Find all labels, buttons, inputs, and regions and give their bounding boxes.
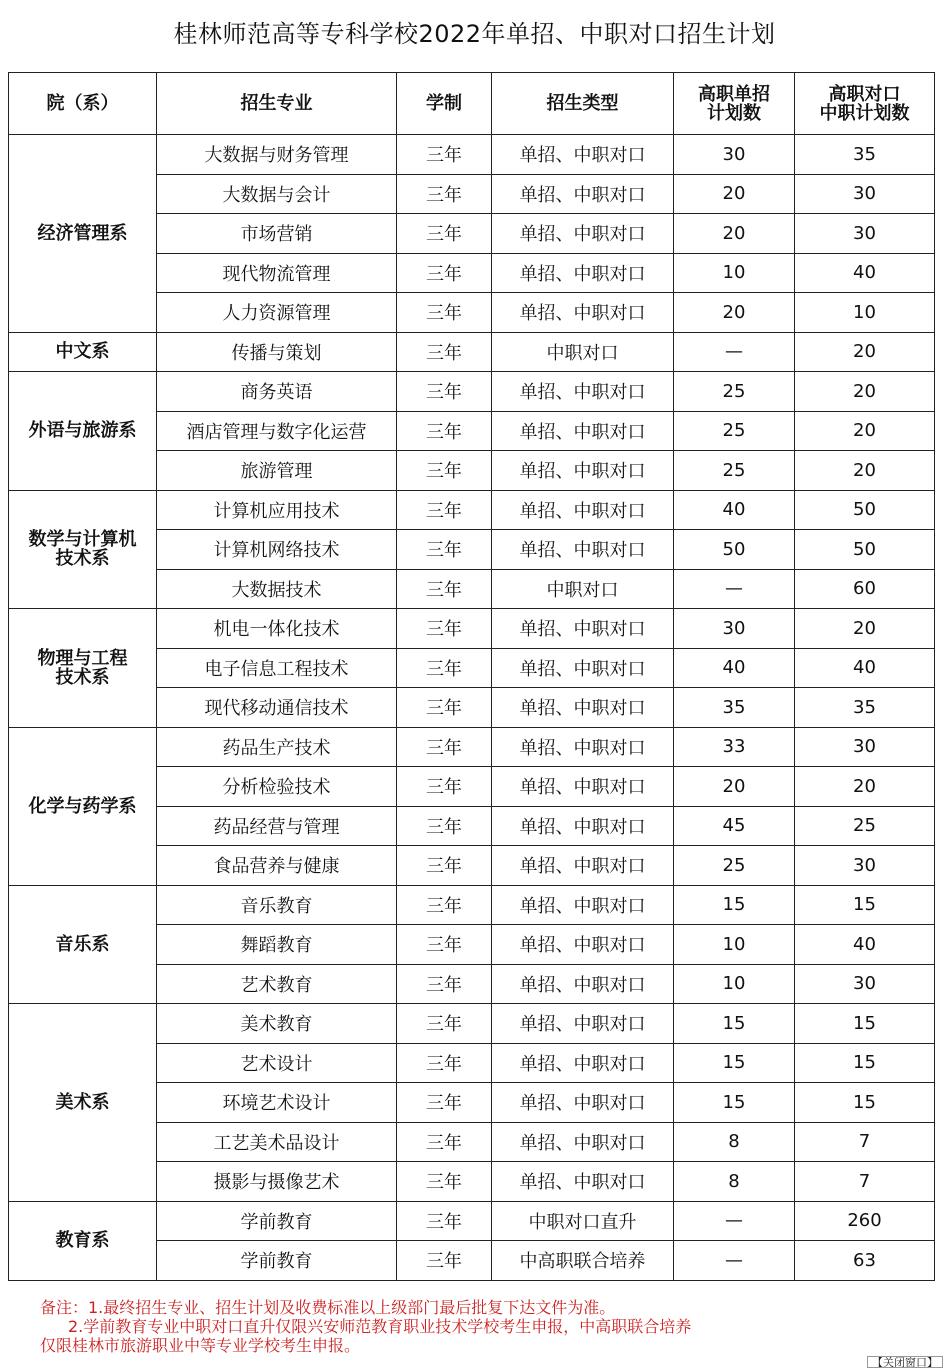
enroll-type-cell: 单招、中职对口 (492, 530, 674, 570)
single-plan-cell: 15 (674, 1043, 795, 1083)
dual-plan-cell: 20 (795, 332, 935, 372)
duration-cell: 三年 (397, 767, 492, 807)
duration-cell: 三年 (397, 214, 492, 254)
header-dual-plan-line1: 高职对口 (828, 83, 901, 105)
dual-plan-cell: 35 (795, 688, 935, 728)
major-cell: 旅游管理 (157, 451, 397, 491)
enroll-type-cell: 单招、中职对口 (492, 490, 674, 530)
major-cell: 艺术教育 (157, 964, 397, 1004)
dual-plan-cell: 7 (795, 1122, 935, 1162)
enroll-type-cell: 单招、中职对口 (492, 1122, 674, 1162)
enroll-type-cell: 单招、中职对口 (492, 648, 674, 688)
dual-plan-cell: 63 (795, 1241, 935, 1281)
single-plan-cell: 20 (674, 174, 795, 214)
single-plan-cell: 10 (674, 253, 795, 293)
single-plan-cell: 40 (674, 648, 795, 688)
duration-cell: 三年 (397, 490, 492, 530)
major-cell: 人力资源管理 (157, 293, 397, 333)
enroll-type-cell: 单招、中职对口 (492, 1162, 674, 1202)
duration-cell: 三年 (397, 411, 492, 451)
table-row (9, 1201, 935, 1241)
major-cell: 工艺美术品设计 (157, 1122, 397, 1162)
dual-plan-cell: 15 (795, 1004, 935, 1044)
department-cell: 音乐系 (9, 885, 157, 1004)
duration-cell: 三年 (397, 372, 492, 412)
department-cell (9, 609, 157, 728)
dual-plan-cell: 30 (795, 964, 935, 1004)
enroll-type-cell: 单招、中职对口 (492, 846, 674, 886)
major-cell: 药品生产技术 (157, 727, 397, 767)
major-cell: 分析检验技术 (157, 767, 397, 807)
dual-plan-cell: 25 (795, 806, 935, 846)
duration-cell: 三年 (397, 806, 492, 846)
dual-plan-cell: 30 (795, 174, 935, 214)
duration-cell: 三年 (397, 174, 492, 214)
major-cell: 大数据技术 (157, 569, 397, 609)
major-cell: 学前教育 (157, 1241, 397, 1281)
single-plan-cell: 45 (674, 806, 795, 846)
single-plan-cell: 25 (674, 411, 795, 451)
dual-plan-cell: 30 (795, 846, 935, 886)
remark-line-1: 备注：1.最终招生专业、招生计划及收费标准以上级部门最后批复下达文件为准。 (40, 1298, 616, 1317)
remarks (40, 1298, 920, 1355)
major-cell: 环境艺术设计 (157, 1083, 397, 1123)
major-cell: 艺术设计 (157, 1043, 397, 1083)
department-name-line: 物理与工程 (37, 647, 128, 669)
enroll-type-cell: 单招、中职对口 (492, 806, 674, 846)
duration-cell: 三年 (397, 135, 492, 175)
dual-plan-cell: 40 (795, 925, 935, 965)
dual-plan-cell: 20 (795, 609, 935, 649)
single-plan-cell: 35 (674, 688, 795, 728)
enroll-type-cell: 中职对口直升 (492, 1201, 674, 1241)
department-cell (9, 490, 157, 609)
enroll-type-cell: 单招、中职对口 (492, 885, 674, 925)
enrollment-plan-table (8, 72, 935, 1281)
enroll-type-cell: 单招、中职对口 (492, 925, 674, 965)
department-cell: 外语与旅游系 (9, 372, 157, 491)
major-cell: 酒店管理与数字化运营 (157, 411, 397, 451)
duration-cell: 三年 (397, 846, 492, 886)
department-cell: 化学与药学系 (9, 727, 157, 885)
dual-plan-cell: 30 (795, 727, 935, 767)
single-plan-cell: 25 (674, 451, 795, 491)
table-body (9, 135, 935, 1281)
enroll-type-cell: 单招、中职对口 (492, 253, 674, 293)
table-row (9, 1004, 935, 1044)
single-plan-cell: 30 (674, 609, 795, 649)
duration-cell: 三年 (397, 293, 492, 333)
dual-plan-cell: 20 (795, 451, 935, 491)
single-plan-cell: 20 (674, 767, 795, 807)
single-plan-cell: 10 (674, 964, 795, 1004)
duration-cell: 三年 (397, 925, 492, 965)
single-plan-cell: — (674, 332, 795, 372)
duration-cell: 三年 (397, 1241, 492, 1281)
enroll-type-cell: 单招、中职对口 (492, 411, 674, 451)
duration-cell: 三年 (397, 727, 492, 767)
duration-cell: 三年 (397, 964, 492, 1004)
header-department: 院（系） (9, 73, 157, 135)
table-row (9, 135, 935, 175)
dual-plan-cell: 40 (795, 648, 935, 688)
table-row (9, 885, 935, 925)
duration-cell: 三年 (397, 688, 492, 728)
enroll-type-cell: 单招、中职对口 (492, 609, 674, 649)
enroll-type-cell: 中高职联合培养 (492, 1241, 674, 1281)
table-row (9, 372, 935, 412)
header-enroll-type: 招生类型 (492, 73, 674, 135)
duration-cell: 三年 (397, 332, 492, 372)
enroll-type-cell: 单招、中职对口 (492, 214, 674, 254)
major-cell: 摄影与摄像艺术 (157, 1162, 397, 1202)
single-plan-cell: 10 (674, 925, 795, 965)
duration-cell: 三年 (397, 1004, 492, 1044)
dual-plan-cell: 40 (795, 253, 935, 293)
header-single-plan (674, 73, 795, 135)
single-plan-cell: 30 (674, 135, 795, 175)
remark-line-3: 仅限桂林市旅游职业中等专业学校考生申报。 (40, 1336, 361, 1355)
department-name-line: 技术系 (55, 548, 110, 570)
duration-cell: 三年 (397, 451, 492, 491)
enroll-type-cell: 单招、中职对口 (492, 293, 674, 333)
major-cell: 大数据与财务管理 (157, 135, 397, 175)
duration-cell: 三年 (397, 1122, 492, 1162)
enroll-type-cell: 中职对口 (492, 569, 674, 609)
major-cell: 美术教育 (157, 1004, 397, 1044)
header-dual-plan-line2: 中职计划数 (819, 102, 910, 124)
enroll-type-cell: 单招、中职对口 (492, 451, 674, 491)
enroll-type-cell: 单招、中职对口 (492, 688, 674, 728)
single-plan-cell: — (674, 569, 795, 609)
table-row (9, 727, 935, 767)
major-cell: 市场营销 (157, 214, 397, 254)
major-cell: 计算机应用技术 (157, 490, 397, 530)
enroll-type-cell: 单招、中职对口 (492, 727, 674, 767)
enroll-type-cell: 单招、中职对口 (492, 1043, 674, 1083)
page-title: 桂林师范高等专科学校2022年单招、中职对口招生计划 (173, 20, 776, 48)
single-plan-cell: 15 (674, 1083, 795, 1123)
dual-plan-cell: 15 (795, 885, 935, 925)
major-cell: 传播与策划 (157, 332, 397, 372)
dual-plan-cell: 10 (795, 293, 935, 333)
dual-plan-cell: 60 (795, 569, 935, 609)
dual-plan-cell: 50 (795, 530, 935, 570)
duration-cell: 三年 (397, 648, 492, 688)
department-cell: 美术系 (9, 1004, 157, 1202)
header-dual-plan (795, 73, 935, 135)
single-plan-cell: 15 (674, 885, 795, 925)
close-window-link[interactable]: 【关闭窗口】 (867, 1356, 943, 1368)
single-plan-cell: 8 (674, 1162, 795, 1202)
major-cell: 舞蹈教育 (157, 925, 397, 965)
remark-line-2: 2.学前教育专业中职对口直升仅限兴安师范教育职业技术学校考生申报，中高职联合培养 (68, 1317, 692, 1336)
dual-plan-cell: 20 (795, 411, 935, 451)
major-cell: 药品经营与管理 (157, 806, 397, 846)
department-name-line: 数学与计算机 (28, 529, 137, 551)
major-cell: 现代移动通信技术 (157, 688, 397, 728)
enroll-type-cell: 单招、中职对口 (492, 372, 674, 412)
duration-cell: 三年 (397, 1083, 492, 1123)
enroll-type-cell: 单招、中职对口 (492, 767, 674, 807)
single-plan-cell: 40 (674, 490, 795, 530)
single-plan-cell: 15 (674, 1004, 795, 1044)
single-plan-cell: 20 (674, 214, 795, 254)
header-single-plan-line2: 计划数 (707, 102, 761, 124)
dual-plan-cell: 260 (795, 1201, 935, 1241)
major-cell: 学前教育 (157, 1201, 397, 1241)
duration-cell: 三年 (397, 885, 492, 925)
major-cell: 机电一体化技术 (157, 609, 397, 649)
enroll-type-cell: 单招、中职对口 (492, 174, 674, 214)
single-plan-cell: 25 (674, 372, 795, 412)
dual-plan-cell: 30 (795, 214, 935, 254)
major-cell: 电子信息工程技术 (157, 648, 397, 688)
enroll-type-cell: 单招、中职对口 (492, 1004, 674, 1044)
dual-plan-cell: 20 (795, 372, 935, 412)
enroll-type-cell: 中职对口 (492, 332, 674, 372)
department-cell: 经济管理系 (9, 135, 157, 333)
department-name-line: 技术系 (55, 666, 110, 688)
single-plan-cell: 8 (674, 1122, 795, 1162)
single-plan-cell: 20 (674, 293, 795, 333)
table-row (9, 609, 935, 649)
duration-cell: 三年 (397, 1201, 492, 1241)
major-cell: 现代物流管理 (157, 253, 397, 293)
single-plan-cell: 25 (674, 846, 795, 886)
duration-cell: 三年 (397, 569, 492, 609)
header-single-plan-line1: 高职单招 (698, 83, 770, 105)
department-cell: 中文系 (9, 332, 157, 372)
dual-plan-cell: 7 (795, 1162, 935, 1202)
header-major: 招生专业 (157, 73, 397, 135)
enroll-type-cell: 单招、中职对口 (492, 964, 674, 1004)
table-row (9, 490, 935, 530)
single-plan-cell: 50 (674, 530, 795, 570)
major-cell: 大数据与会计 (157, 174, 397, 214)
duration-cell: 三年 (397, 609, 492, 649)
duration-cell: 三年 (397, 1043, 492, 1083)
major-cell: 音乐教育 (157, 885, 397, 925)
single-plan-cell: — (674, 1241, 795, 1281)
enroll-type-cell: 单招、中职对口 (492, 1083, 674, 1123)
duration-cell: 三年 (397, 253, 492, 293)
dual-plan-cell: 15 (795, 1043, 935, 1083)
header-duration: 学制 (397, 73, 492, 135)
duration-cell: 三年 (397, 530, 492, 570)
department-cell: 教育系 (9, 1201, 157, 1280)
single-plan-cell: — (674, 1201, 795, 1241)
major-cell: 计算机网络技术 (157, 530, 397, 570)
duration-cell: 三年 (397, 1162, 492, 1202)
dual-plan-cell: 20 (795, 767, 935, 807)
table-header-row (9, 73, 935, 135)
single-plan-cell: 33 (674, 727, 795, 767)
enroll-type-cell: 单招、中职对口 (492, 135, 674, 175)
dual-plan-cell: 15 (795, 1083, 935, 1123)
major-cell: 商务英语 (157, 372, 397, 412)
dual-plan-cell: 50 (795, 490, 935, 530)
dual-plan-cell: 35 (795, 135, 935, 175)
table-row (9, 332, 935, 372)
major-cell: 食品营养与健康 (157, 846, 397, 886)
